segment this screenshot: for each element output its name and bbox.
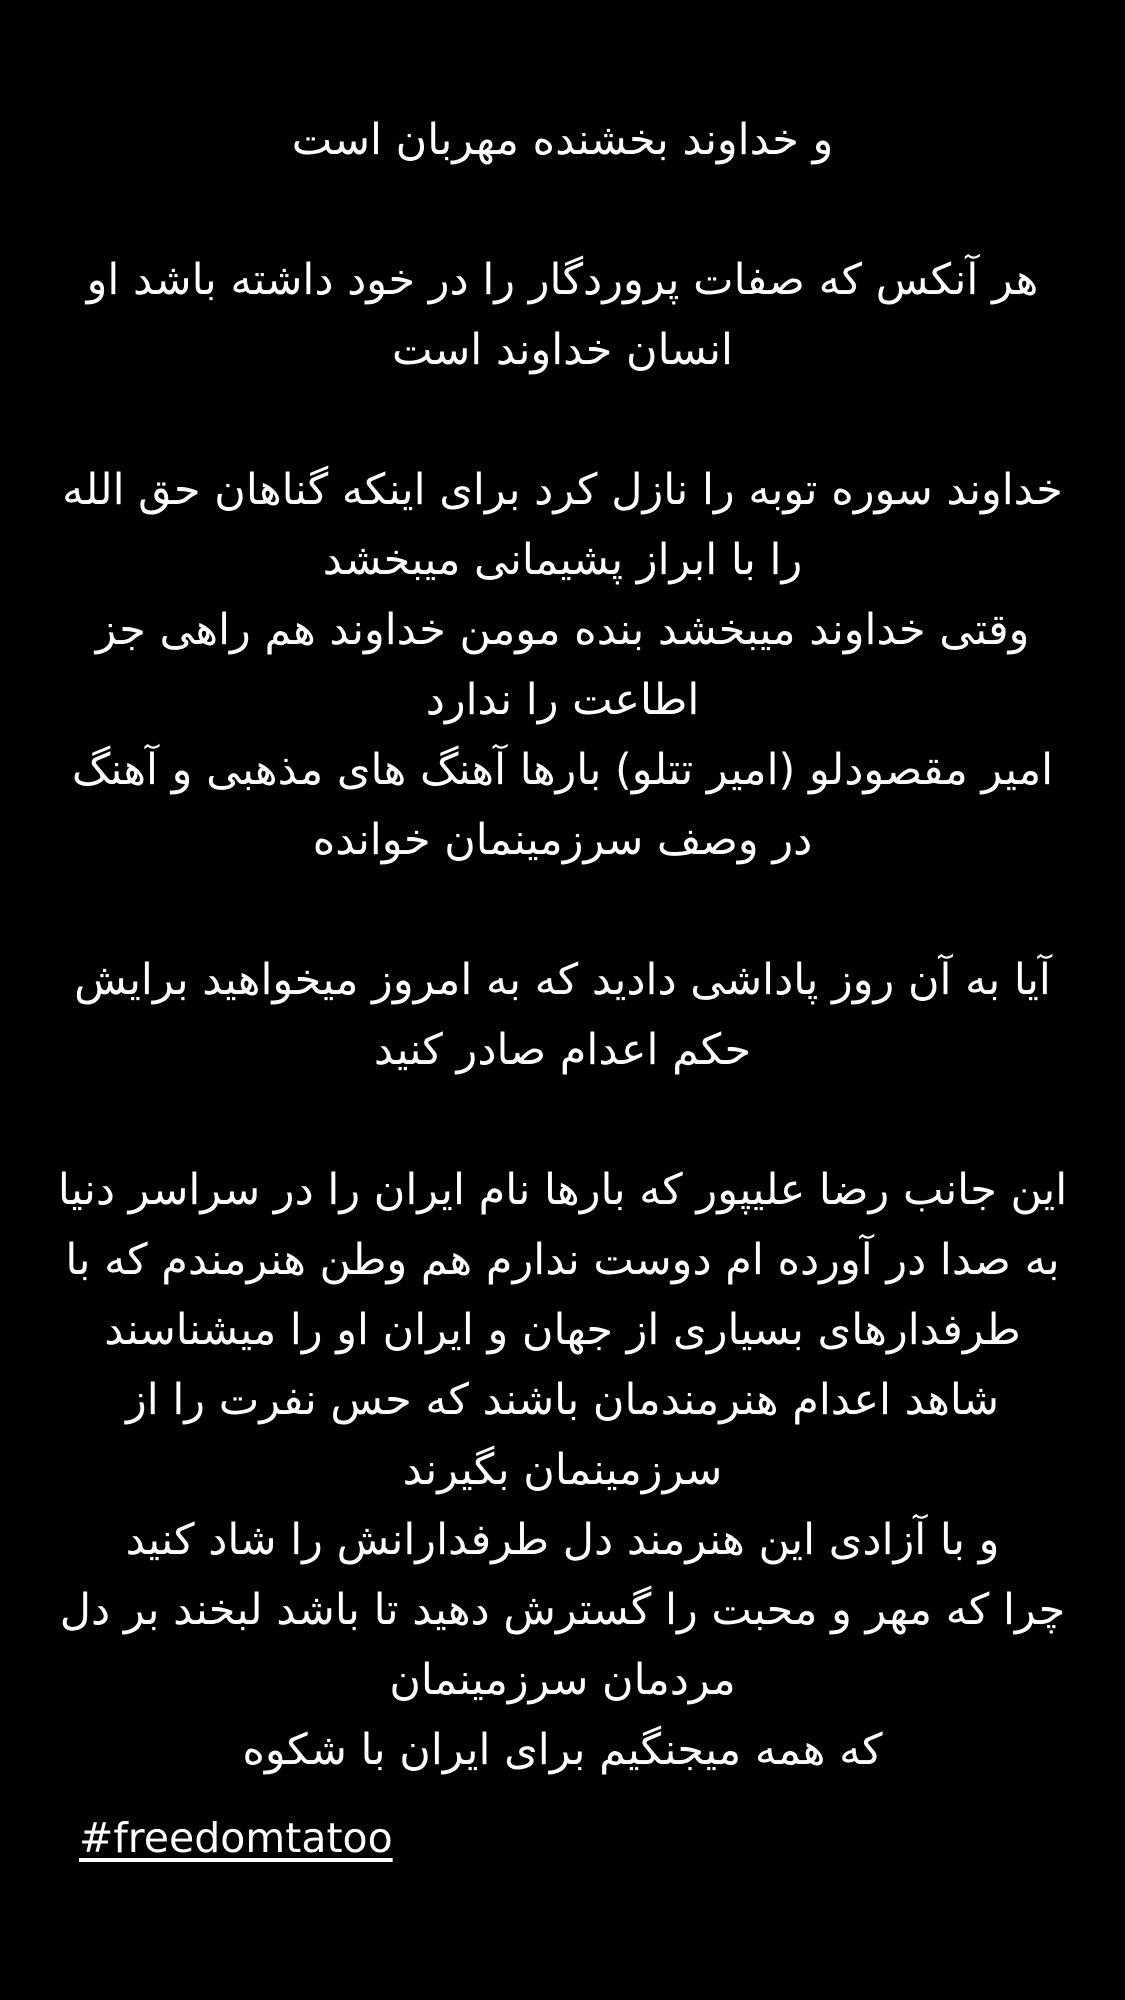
hashtag-link[interactable]: #freedomtatoo [79,1814,393,1862]
story-text: و خداوند بخشنده مهربان است هر آنکس که صفات پروردگار را در خود داشته باشد او انسان خداوند است خداوند سوره توبه را نازل کرد برای اینکه گناهان حق الله را با ابراز پشیمانی میبخشد وقتی خداوند میبخشد بنده مومن خداوند هم راهی جز اطاعت را ندارد امیر مقصودلو (امیر تتلو) بارها آهنگ های مذهبی و آهنگ در وصف سرزمینمان خوانده آیا به آن روز پاداشی دادید که به امروز میخواهید برایش حکم اعدام صادر کنید این جانب رضا علیپور که بارها نام ایران را در سراسر دنیا به صدا در آورده ام دوست ندارم هم وطن هنرمندم که با طرفدارهای بسیاری از جهان و ایران او را میشناسند شاهد اعدام هنرمندمان باشند که حس نفرت را از سرزمینمان بگیرند و با آزادی این هنرمند دل طرفدارانش را شاد کنید چرا که مهر و محبت را گسترش دهید تا باشد لبخند بر دل مردمان سرزمینمان که همه میجنگیم برای ایران با شکوه [57,115,1068,1775]
